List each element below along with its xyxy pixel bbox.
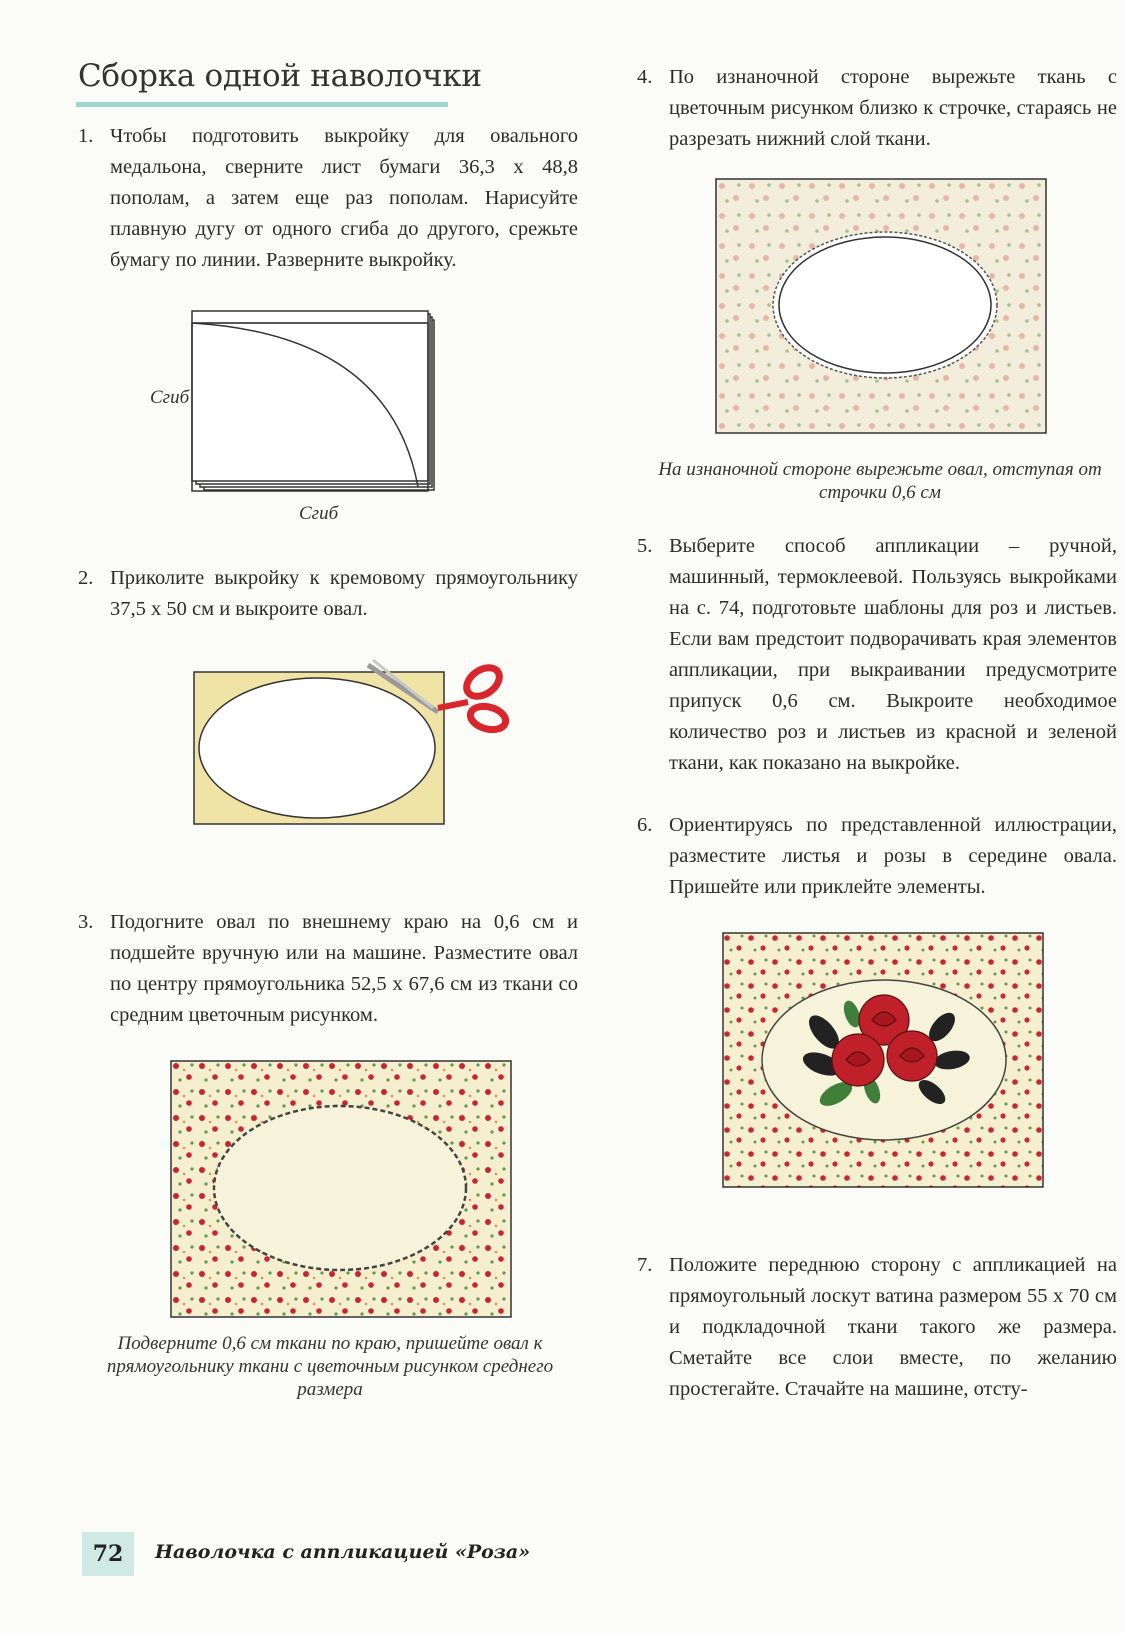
paper-fold-illustration [190, 310, 450, 510]
step-3 [78, 907, 578, 1031]
title-underline [76, 102, 448, 107]
step-number: 3. [78, 911, 94, 933]
step-2 [78, 563, 578, 625]
step-text: Приколите выкройку к кремовому прямоугольнику 37,5 x 50 см и выкроите овал. [110, 567, 578, 620]
page-title: Сборка одной наволочки [78, 58, 482, 94]
step-number: 1. [78, 125, 94, 147]
page-number: 72 [82, 1532, 134, 1576]
step-7 [637, 1250, 1117, 1405]
step-text: По изнаночной стороне вырежьте ткань с цветочным рисунком близко к строчке, стараясь не разрезать нижний слой ткани. [669, 66, 1117, 150]
caption-step3: Подверните 0,6 см ткани по краю, пришейте овал к прямоугольнику ткани с цветочным рисунком среднего размера [106, 1333, 554, 1400]
running-footer-title: Наволочка с аппликацией «Роза» [155, 1541, 531, 1563]
step-4 [637, 62, 1117, 155]
step-number: 6. [637, 814, 653, 836]
rose-applique-illustration [722, 932, 1044, 1188]
step-text: Подогните овал по внешнему краю на 0,6 см и подшейте вручную или на машине. Разместите овал по центру прямоугольника 52,5 x 67,6 см из ткани со средним цветочным рисунком. [110, 911, 578, 1026]
step-1 [78, 121, 578, 276]
step-number: 5. [637, 535, 653, 557]
step-number: 7. [637, 1254, 653, 1276]
step-number: 4. [637, 66, 653, 88]
reverse-cut-illustration [715, 178, 1047, 434]
fold-label-bottom: Сгиб [299, 503, 339, 524]
stitched-oval-illustration [170, 1060, 512, 1318]
fold-label-side: Сгиб [150, 387, 190, 408]
step-6 [637, 810, 1117, 903]
step-text: Положите переднюю сторону с аппликацией на прямоугольный лоскут ватина размером 55 x 70 см и подкладочной ткани такого же размера. Сметайте все слои вместе, по желанию простегайте. Стачайте на машине, отсту- [669, 1254, 1117, 1400]
cut-oval-illustration [193, 660, 523, 825]
step-text: Чтобы подготовить выкройку для овального медальона, сверните лист бумаги 36,3 x 48,8 пополам, а затем еще раз пополам. Нарисуйте плавную дугу от одного сгиба до другого, срежьте бумагу по линии. Разверните выкройку. [110, 125, 578, 271]
step-5 [637, 531, 1117, 779]
caption-step4: На изнаночной стороне вырежьте овал, отступая от строчки 0,6 см [658, 459, 1102, 503]
step-text: Выберите способ аппликации – ручной, машинный, термоклеевой. Пользуясь выкройками на с. 74, подготовьте шаблоны для роз и листьев. Если вам предстоит подворачивать края элементов аппликации, при выкраивании предусмотрите припуск 0,6 см. Выкроите необходимое количество роз и листьев из красной и зеленой ткани, как показано на выкройке. [669, 535, 1117, 774]
step-number: 2. [78, 567, 94, 589]
step-text: Ориентируясь по представленной иллюстрации, разместите листья и розы в середине овала. Пришейте или приклейте элементы. [669, 814, 1117, 898]
